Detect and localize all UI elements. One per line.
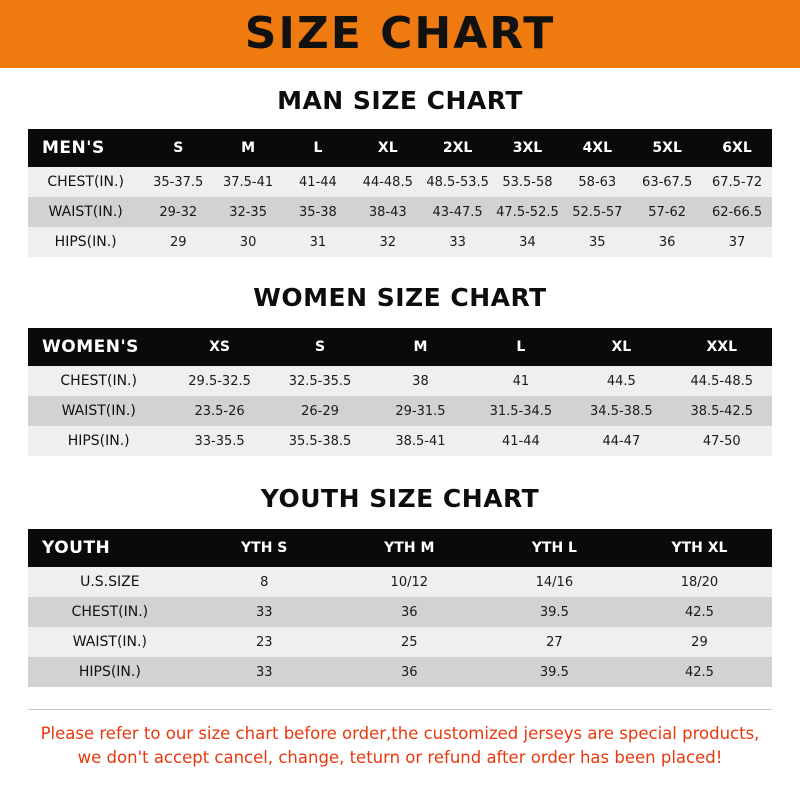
cell: 23 (255, 634, 273, 650)
cell: 44.5 (606, 373, 636, 389)
cell: 38 (412, 373, 429, 389)
table-row (28, 366, 772, 396)
cell: 36 (658, 234, 676, 250)
cell: 32.5-35.5 (288, 373, 352, 389)
cell: 30 (239, 234, 257, 250)
cell: 8 (260, 574, 269, 590)
cell: 43-47.5 (432, 204, 483, 220)
cell: 33 (255, 664, 273, 680)
cell: 52.5-57 (572, 204, 623, 220)
cell: 27 (546, 634, 563, 650)
cell: 35.5-38.5 (288, 433, 352, 449)
cell: 10/12 (390, 574, 429, 590)
table-row (28, 197, 772, 227)
column-header: YTH M (384, 540, 435, 556)
cell: 33 (449, 234, 466, 250)
table-row (28, 567, 772, 597)
row-label: CHEST(IN.) (71, 604, 149, 620)
cell: 47.5-52.5 (496, 204, 559, 220)
page-title: SIZE CHART (244, 8, 556, 59)
table-header-row (28, 328, 772, 366)
column-header: 6XL (722, 140, 752, 156)
column-header: L (516, 339, 526, 355)
column-header: M (413, 339, 428, 355)
cell: 57-62 (648, 204, 687, 220)
cell: 44.5-48.5 (690, 373, 754, 389)
cell: 47-50 (702, 433, 741, 449)
cell: 23.5-26 (194, 403, 245, 419)
table-row (28, 597, 772, 627)
cell: 41 (512, 373, 530, 389)
column-header: YTH XL (671, 540, 728, 556)
cell: 42.5 (684, 604, 714, 620)
column-header: M (241, 140, 256, 156)
cell: 32-35 (229, 204, 267, 220)
column-header: XS (209, 339, 231, 355)
cell: 33 (255, 604, 273, 620)
cell: 39.5 (539, 604, 569, 620)
row-label: HIPS(IN.) (78, 664, 141, 680)
cell: 37 (728, 234, 746, 250)
cell: 14/16 (535, 574, 574, 590)
cell: 41-44 (299, 174, 337, 190)
column-header: WOMEN'S (42, 337, 139, 357)
cell: 33-35.5 (194, 433, 245, 449)
table-header-row (28, 529, 772, 567)
section-title-youth: YOUTH SIZE CHART (260, 484, 540, 513)
cell: 35-38 (299, 204, 337, 220)
cell: 34 (519, 234, 536, 250)
column-header: XXL (706, 339, 738, 355)
cell: 41-44 (502, 433, 540, 449)
men-size-table (28, 129, 772, 257)
row-label: CHEST(IN.) (60, 373, 137, 389)
table-row (28, 657, 772, 687)
row-label: U.S.SIZE (80, 574, 140, 590)
column-header: 2XL (442, 140, 473, 156)
section-title-man: MAN SIZE CHART (277, 86, 523, 115)
cell: 29 (691, 634, 708, 650)
cell: 36 (401, 604, 418, 620)
cell: 25 (401, 634, 418, 650)
cell: 63-67.5 (642, 174, 693, 190)
cell: 29-32 (159, 204, 198, 220)
column-header: 5XL (652, 140, 682, 156)
content (0, 86, 800, 770)
row-label: WAIST(IN.) (72, 634, 147, 650)
cell: 29-31.5 (395, 403, 446, 419)
row-label: HIPS(IN.) (67, 433, 130, 449)
row-label: WAIST(IN.) (48, 204, 123, 220)
women-size-table (28, 328, 772, 456)
table-row (28, 627, 772, 657)
cell: 34.5-38.5 (590, 403, 653, 419)
cell: 35 (589, 234, 606, 250)
footer-note (28, 709, 772, 770)
column-header: L (313, 140, 323, 156)
cell: 39.5 (539, 664, 569, 680)
column-header: XL (611, 339, 632, 355)
cell: 44-47 (602, 433, 641, 449)
row-label: WAIST(IN.) (61, 403, 136, 419)
column-header: XL (377, 140, 398, 156)
cell: 32 (379, 234, 397, 250)
cell: 29.5-32.5 (188, 373, 251, 389)
cell: 31.5-34.5 (489, 403, 553, 419)
table-row (28, 167, 772, 197)
cell: 31 (309, 234, 327, 250)
cell: 29 (169, 234, 187, 250)
cell: 38.5-42.5 (690, 403, 754, 419)
column-header: MEN'S (42, 138, 105, 158)
cell: 37.5-41 (222, 174, 274, 190)
footer-line-2: we don't accept cancel, change, teturn or refund after order has been placed! (77, 747, 723, 767)
banner (0, 0, 800, 68)
cell: 44-48.5 (362, 174, 413, 190)
cell: 53.5-58 (502, 174, 553, 190)
table-row (28, 227, 772, 257)
cell: 38-43 (368, 204, 407, 220)
column-header: YTH S (241, 540, 288, 556)
youth-size-table (28, 529, 772, 687)
row-label: HIPS(IN.) (54, 234, 117, 250)
cell: 18/20 (680, 574, 719, 590)
column-header: S (173, 140, 184, 156)
column-header: YOUTH (42, 538, 111, 558)
table-row (28, 396, 772, 426)
cell: 38.5-41 (395, 433, 446, 449)
cell: 36 (401, 664, 418, 680)
table-row (28, 426, 772, 456)
column-header: 3XL (512, 140, 543, 156)
section-title-women: WOMEN SIZE CHART (253, 283, 547, 312)
cell: 62-66.5 (711, 204, 763, 220)
cell: 58-63 (578, 174, 617, 190)
cell: 42.5 (684, 664, 714, 680)
cell: 48.5-53.5 (426, 174, 489, 190)
cell: 35-37.5 (153, 174, 204, 190)
row-label: CHEST(IN.) (47, 174, 124, 190)
column-header: YTH L (531, 540, 577, 556)
column-header: S (314, 339, 326, 355)
cell: 26-29 (301, 403, 339, 419)
footer-line-1: Please refer to our size chart before order,the customized jerseys are special products, (40, 724, 760, 743)
column-header: 4XL (582, 140, 613, 156)
cell: 67.5-72 (711, 174, 763, 190)
table-header-row (28, 129, 772, 167)
